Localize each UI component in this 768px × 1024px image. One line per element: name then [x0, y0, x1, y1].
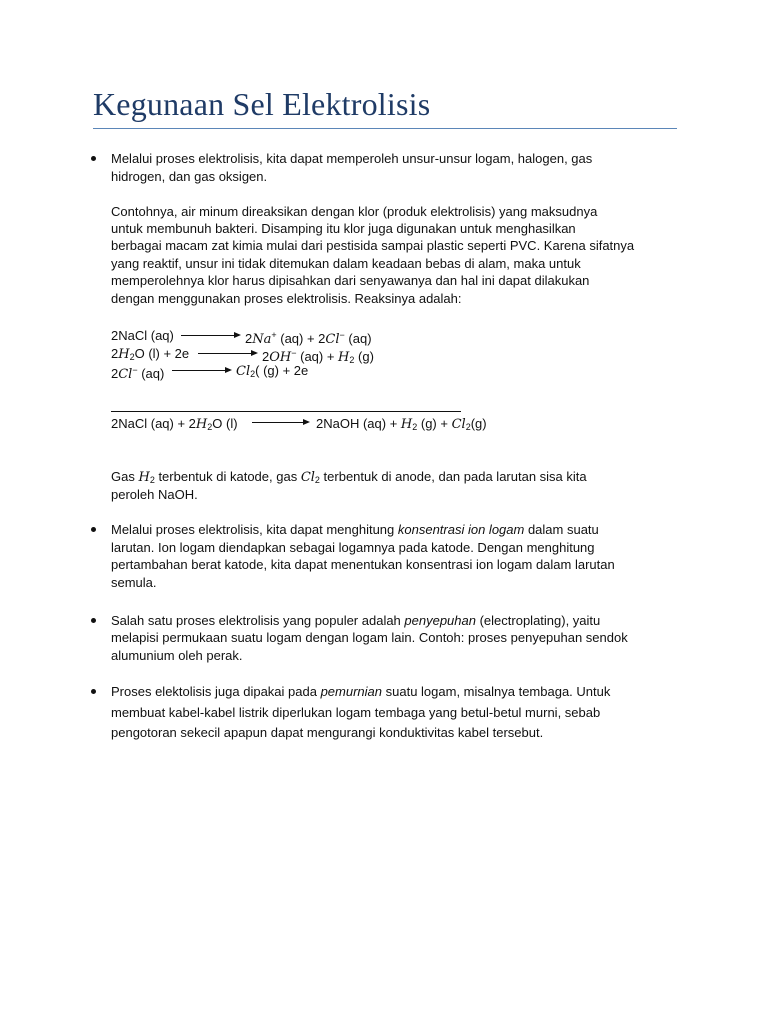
b4-l1-italic: pemurnian [320, 684, 383, 699]
b2-l1-italic: konsentrasi ion logam [397, 522, 525, 537]
r2-left-end: O (l) + 2e [134, 346, 190, 361]
r1-mid: (aq) + 2 [276, 331, 326, 346]
sum-right: 2NaOH (aq) + [316, 416, 401, 431]
b4-l1a: Proses elektolisis juga dipakai pada [111, 684, 321, 699]
r2-h: H [118, 347, 130, 362]
r3-cl2-sub: 2 [250, 369, 256, 379]
r3-coef: 2 [111, 366, 119, 381]
r3-cl: Cl [118, 367, 133, 382]
sum-cl-sub: 2 [465, 422, 471, 432]
b1-para-line-5: memperolehnya klor harus dipisahkan dari senyawanya dan hal ini dapat dilakukan [111, 273, 590, 288]
sum-h2: H [400, 417, 413, 432]
gas-cl-sub: 2 [314, 475, 320, 485]
b3-line-1 [111, 612, 600, 629]
reaction-3-reactant [111, 362, 164, 383]
b4-line-3: pengotoran sekecil apapun dapat mengurangi konduktivitas kabel tersebut. [111, 725, 544, 740]
sum-mid: (g) + [417, 416, 452, 431]
bullet-3 [91, 618, 96, 623]
b4-line-2: membuat kabel-kabel listrik diperlukan logam tembaga yang betul-betul murni, sebab [111, 705, 601, 720]
sum-h2-sub: 2 [412, 422, 418, 432]
r2-h-prod-sub: 2 [349, 355, 355, 365]
bullet-2 [91, 527, 96, 532]
b3-line-2: melapisi permukaan suatu logam dengan logam lain. Contoh: proses penyepuhan sendok [111, 630, 628, 645]
reaction-3-product [236, 362, 308, 383]
b3-line-3: alumunium oleh perak. [111, 648, 243, 663]
r1-plus: + [271, 330, 277, 340]
b1-para-line-3: berbagai macam zat kimia mulai dari pestisida sampai plastic seperti PVC. Karena sifatnya [111, 238, 635, 253]
gas-a: Gas [111, 469, 139, 484]
r2-end: (g) [354, 349, 374, 364]
r3-minus: − [132, 365, 138, 375]
b1-para-line-1: Contohnya, air minum direaksikan dengan klor (produk elektrolisis) yang maksudnya [111, 204, 598, 219]
b2-line-3: pertambahan berat katode, kita dapat menentukan konsentrasi ion logam dalam larutan [111, 557, 615, 572]
reaction-3-arrow [172, 370, 230, 371]
sum-h-sub: 2 [207, 422, 213, 432]
b3-l1b: (electroplating), yaitu [475, 613, 601, 628]
r1-left: 2NaCl (aq) [111, 328, 174, 343]
sum-h: H [195, 417, 208, 432]
title-underline [93, 128, 677, 129]
b1-line-1: Melalui proses elektrolisis, kita dapat memperoleh unsur-unsur logam, halogen, gas [111, 151, 593, 166]
b2-l1a: Melalui proses elektrolisis, kita dapat menghitung [111, 522, 398, 537]
r2-h-prod: H [338, 350, 350, 365]
r3-cl2: Cl [236, 364, 251, 379]
gas-h: H [138, 470, 150, 485]
r2-coef: 2 [111, 346, 119, 361]
r3-end: ( (g) + 2e [255, 363, 309, 378]
sum-end: (g) [470, 416, 487, 431]
b3-l1-italic: penyepuhan [404, 613, 476, 628]
b1-para-line-2: untuk membunuh bakteri. Disamping itu klor juga digunakan untuk menghasilkan [111, 221, 576, 236]
sum-product [316, 415, 487, 436]
b4-l1b: suatu logam, misalnya tembaga. Untuk [382, 684, 611, 699]
sum-arrow [252, 422, 308, 423]
gas-h-sub: 2 [149, 475, 155, 485]
r2-minus: − [291, 348, 297, 358]
sum-left: 2NaCl (aq) + 2 [111, 416, 196, 431]
bullet-1 [91, 156, 96, 161]
sum-reactant [111, 415, 238, 436]
r2-oh: OH [269, 350, 292, 365]
sum-rule [111, 411, 461, 412]
r1-end: (aq) [344, 331, 372, 346]
gas-b: terbentuk di katode, gas [154, 469, 301, 484]
b1-para-line-6: dengan menggunakan proses elektrolisis. Reaksinya adalah: [111, 291, 462, 306]
bullet-4 [91, 689, 96, 694]
r1-na: Na [252, 332, 272, 347]
page-title: Kegunaan Sel Elektrolisis [93, 86, 431, 122]
r2-mid: (aq) + [296, 349, 339, 364]
b2-line-2: larutan. Ion logam diendapkan sebagai logamnya pada katode. Dengan menghitung [111, 540, 595, 555]
b1-line-2: hidrogen, dan gas oksigen. [111, 169, 268, 184]
b2-line-1 [111, 521, 599, 538]
r1-minus: − [339, 330, 345, 340]
r1-coef: 2 [245, 331, 253, 346]
b2-line-4: semula. [111, 575, 157, 590]
sum-cl: Cl [451, 417, 466, 432]
b4-line-1 [111, 683, 610, 700]
b3-l1a: Salah satu proses elektrolisis yang populer adalah [111, 613, 405, 628]
b1-para-line-4: yang reaktif, unsur ini tidak ditemukan dalam keadaan bebas di alam, maka untuk [111, 256, 581, 271]
sum-left-end: O (l) [212, 416, 238, 431]
reaction-1-arrow [181, 335, 239, 336]
r3-left-end: (aq) [137, 366, 165, 381]
r2-h-sub: 2 [129, 352, 135, 362]
b2-l1b: dalam suatu [524, 522, 599, 537]
gas-cl: Cl [300, 470, 315, 485]
r1-cl: Cl [325, 332, 340, 347]
reaction-1-reactant [111, 327, 174, 344]
reaction-2-arrow [198, 353, 256, 354]
gas-c: terbentuk di anode, dan pada larutan sisa kita [319, 469, 587, 484]
r2-coef-2: 2 [262, 349, 270, 364]
gas-line-2: peroleh NaOH. [111, 487, 198, 502]
